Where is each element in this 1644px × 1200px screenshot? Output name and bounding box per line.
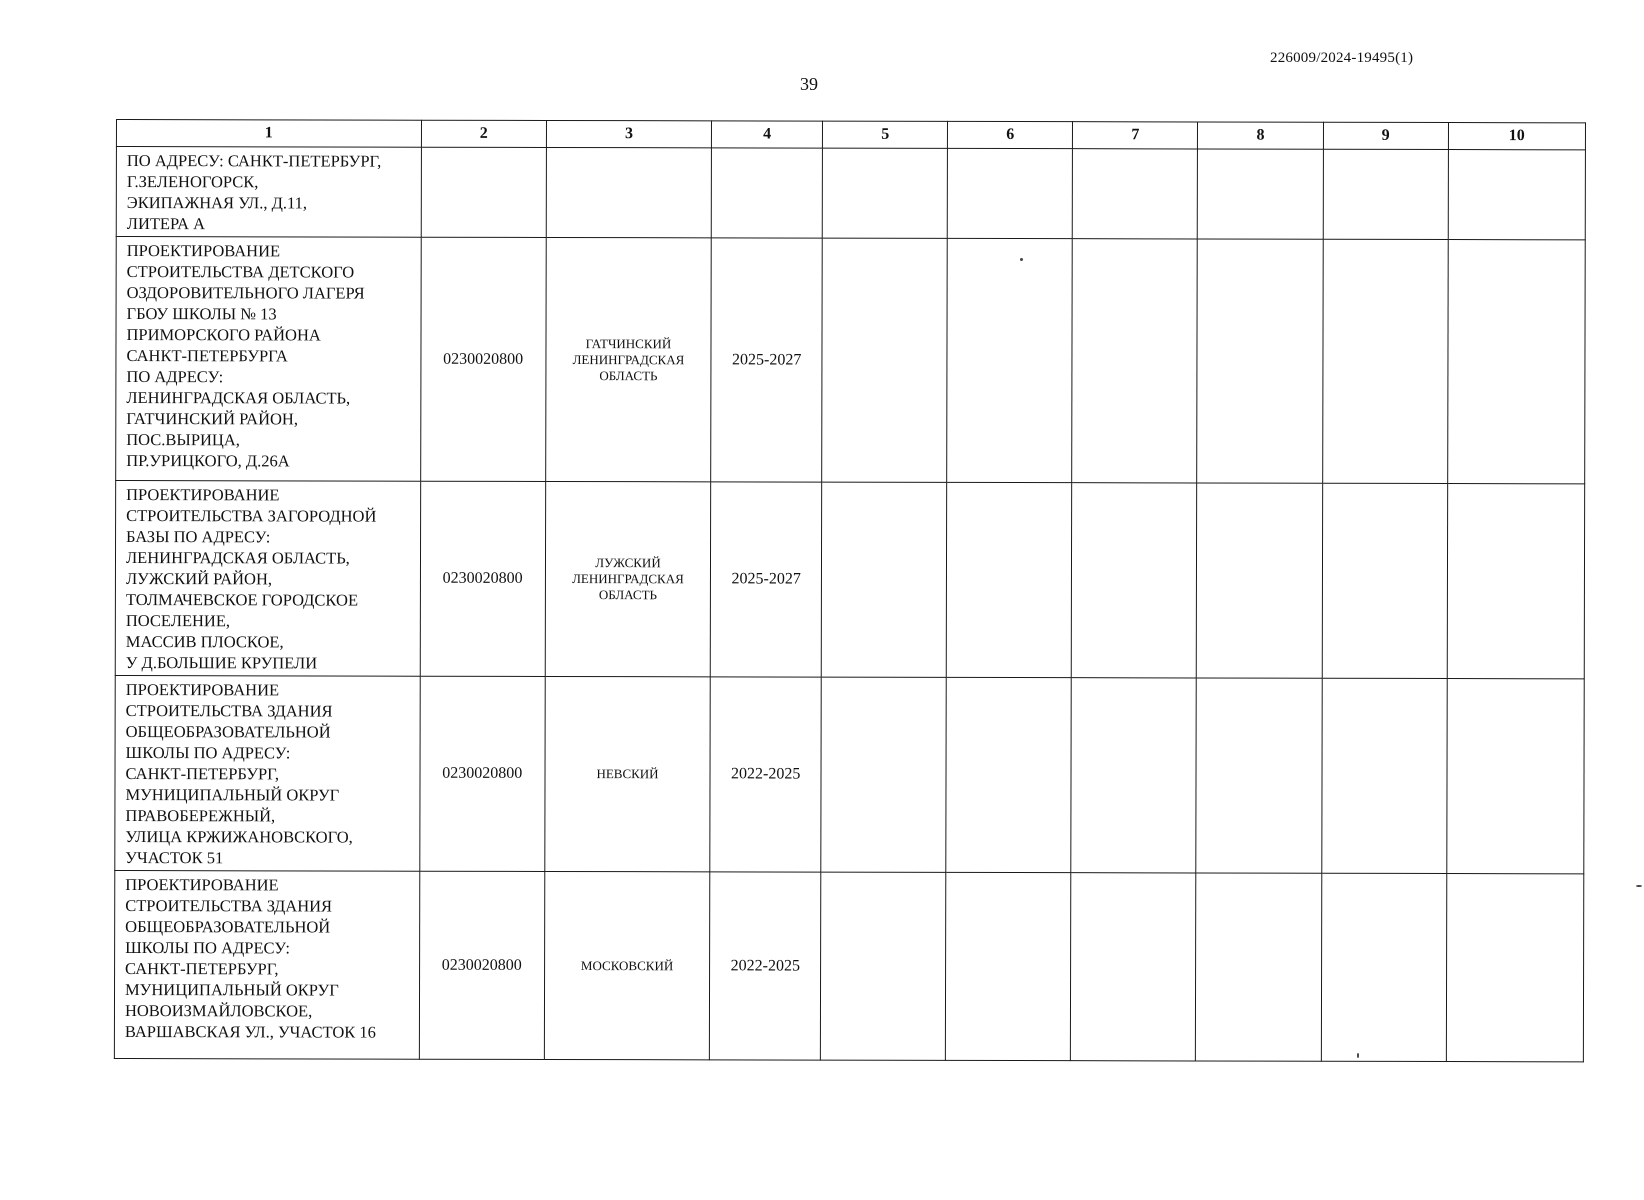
table-row <box>116 237 1586 484</box>
document-registration-number: 226009/2024-19495(1) <box>1270 50 1414 66</box>
scan-speck <box>1357 1053 1359 1058</box>
empty-cell <box>1072 239 1198 483</box>
column-header: 9 <box>1323 122 1448 149</box>
object-name-cell: ПРОЕКТИРОВАНИЕ СТРОИТЕЛЬСТВА ЗДАНИЯ ОБЩЕОБРАЗОВАТЕЛЬНОЙ ШКОЛЫ ПО АДРЕСУ: САНКТ-ПЕТЕРБУРГ, МУНИЦИПАЛЬНЫЙ ОКРУГ НОВОИЗМАЙЛОВСКОЕ, ВАРШАВСКАЯ УЛ., УЧАСТОК 16 <box>114 870 419 1059</box>
district-cell <box>546 147 712 237</box>
empty-cell <box>821 482 947 677</box>
empty-cell <box>1321 873 1447 1061</box>
empty-cell <box>1323 149 1448 239</box>
table-row <box>114 870 1583 1061</box>
empty-cell <box>948 148 1073 238</box>
empty-cell <box>946 872 1072 1060</box>
column-header: 4 <box>712 121 823 148</box>
empty-cell <box>1072 483 1198 678</box>
empty-cell <box>1446 679 1584 874</box>
period-cell: 2025-2027 <box>710 482 821 677</box>
empty-cell <box>1447 484 1585 679</box>
table-row <box>115 675 1584 873</box>
empty-cell <box>822 148 947 238</box>
object-name-cell: ПРОЕКТИРОВАНИЕ СТРОИТЕЛЬСТВА ЗДАНИЯ ОБЩЕОБРАЗОВАТЕЛЬНОЙ ШКОЛЫ ПО АДРЕСУ: САНКТ-ПЕТЕРБУРГ, МУНИЦИПАЛЬНЫЙ ОКРУГ ПРАВОБЕРЕЖНЫЙ, УЛИЦА КРЖИЖАНОВСКОГО, УЧАСТОК 51 <box>115 675 420 871</box>
scan-speck <box>1636 885 1642 887</box>
empty-cell <box>1197 483 1323 678</box>
empty-cell <box>821 872 947 1060</box>
empty-cell <box>947 482 1073 677</box>
column-header: 2 <box>421 120 546 147</box>
column-header: 6 <box>948 121 1073 148</box>
period-cell: 2022-2025 <box>710 872 821 1060</box>
column-header: 1 <box>116 120 421 148</box>
column-header: 10 <box>1448 123 1585 150</box>
empty-cell <box>822 238 948 482</box>
column-header: 3 <box>546 120 712 147</box>
empty-cell <box>1071 873 1197 1061</box>
object-name-cell: ПРОЕКТИРОВАНИЕ СТРОИТЕЛЬСТВА ДЕТСКОГО ОЗДОРОВИТЕЛЬНОГО ЛАГЕРЯ ГБОУ ШКОЛЫ № 13 ПРИМОРСКОГО РАЙОНА САНКТ-ПЕТЕРБУРГА ПО АДРЕСУ: ЛЕНИНГРАДСКАЯ ОБЛАСТЬ, ГАТЧИНСКИЙ РАЙОН, ПОС.ВЫРИЦА, ПР.УРИЦКОГО, Д.26А <box>116 237 421 482</box>
empty-cell <box>1196 873 1322 1061</box>
object-name-cell: ПО АДРЕСУ: САНКТ-ПЕТЕРБУРГ, Г.ЗЕЛЕНОГОРСК, ЭКИПАЖНАЯ УЛ., Д.11, ЛИТЕРА А <box>116 147 421 238</box>
budget-code-cell: 0230020800 <box>419 676 545 871</box>
empty-cell <box>1448 150 1586 240</box>
district-cell: НЕВСКИЙ <box>545 676 711 871</box>
period-cell: 2025-2027 <box>711 238 823 482</box>
empty-cell <box>1322 483 1448 678</box>
projects-table <box>114 119 1586 1062</box>
column-header: 5 <box>823 121 948 148</box>
period-cell: 2022-2025 <box>710 677 821 872</box>
object-name-cell: ПРОЕКТИРОВАНИЕ СТРОИТЕЛЬСТВА ЗАГОРОДНОЙ БАЗЫ ПО АДРЕСУ: ЛЕНИНГРАДСКАЯ ОБЛАСТЬ, ЛУЖСКИЙ РАЙОН, ТОЛМАЧЕВСКОЕ ГОРОДСКОЕ ПОСЕЛЕНИЕ, МАССИВ ПЛОСКОЕ, У Д.БОЛЬШИЕ КРУПЕЛИ <box>115 481 420 677</box>
budget-code-cell <box>421 147 546 237</box>
empty-cell <box>1322 239 1448 483</box>
budget-code-cell: 0230020800 <box>420 237 546 481</box>
column-header: 7 <box>1073 122 1198 149</box>
scan-speck <box>1020 258 1023 261</box>
district-cell: ЛУЖСКИЙ ЛЕНИНГРАДСКАЯ ОБЛАСТЬ <box>545 481 711 676</box>
table-row <box>115 481 1584 679</box>
column-header: 8 <box>1198 122 1323 149</box>
district-cell: ГАТЧИНСКИЙ ЛЕНИНГРАДСКАЯ ОБЛАСТЬ <box>545 237 711 481</box>
empty-cell <box>946 677 1072 872</box>
district-cell: МОСКОВСКИЙ <box>544 871 710 1059</box>
budget-code-cell: 0230020800 <box>420 481 546 676</box>
page-number: 39 <box>800 74 818 94</box>
empty-cell <box>1071 678 1197 873</box>
empty-cell <box>1196 678 1322 873</box>
period-cell <box>711 148 822 238</box>
empty-cell <box>1446 874 1584 1062</box>
budget-code-cell: 0230020800 <box>419 871 545 1059</box>
empty-cell <box>1447 240 1585 484</box>
column-number-row <box>116 120 1585 150</box>
table-row <box>116 147 1585 240</box>
empty-cell <box>1197 239 1323 483</box>
empty-cell <box>1321 678 1447 873</box>
empty-cell <box>1073 149 1198 239</box>
empty-cell <box>821 677 947 872</box>
empty-cell <box>1198 149 1323 239</box>
empty-cell <box>947 238 1073 482</box>
